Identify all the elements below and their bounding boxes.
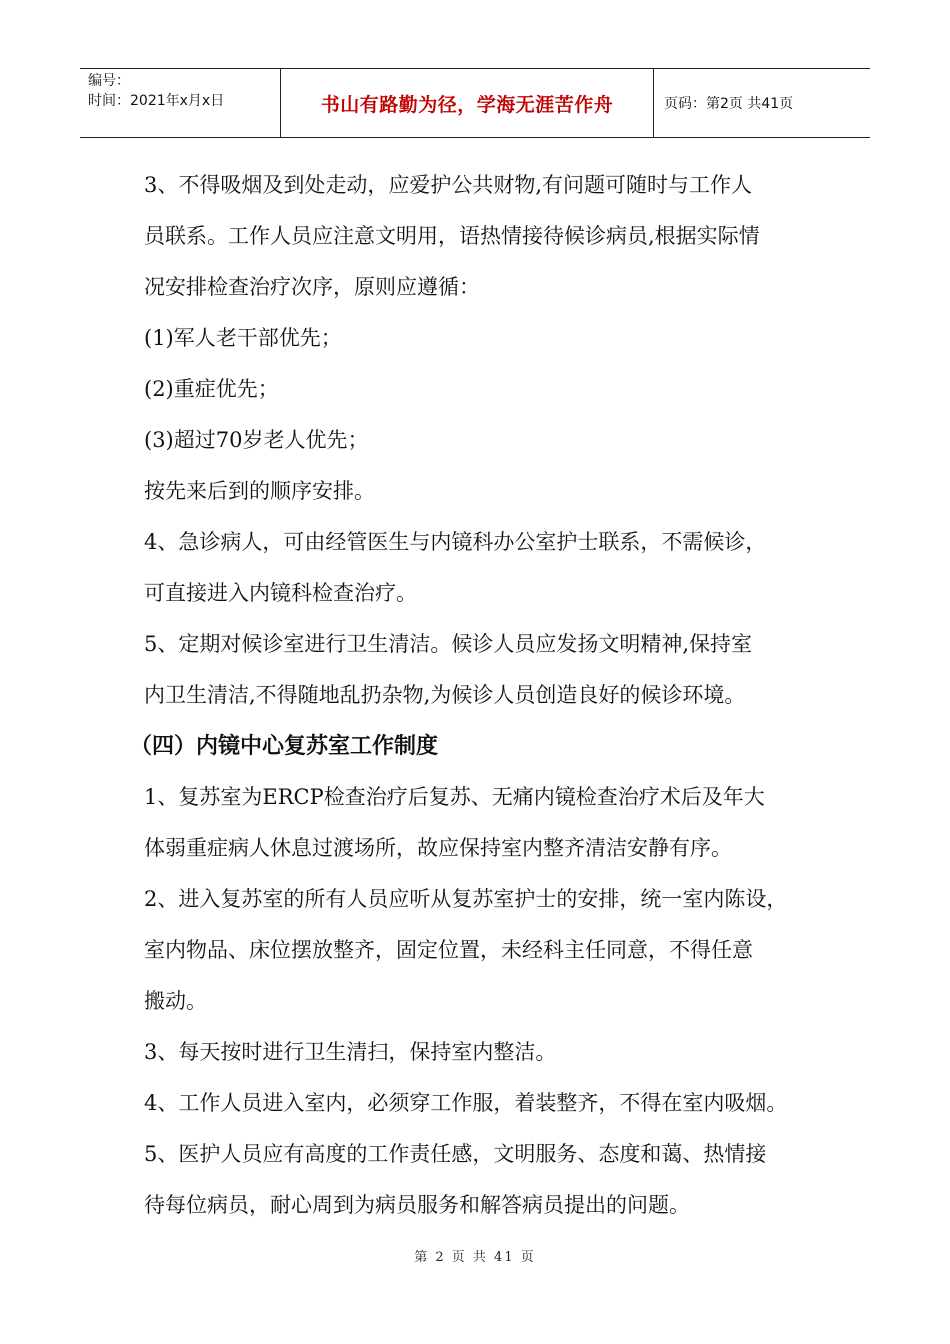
paragraph-line: 2、进入复苏室的所有人员应听从复苏室护士的安排，统一室内陈设， [144,887,788,911]
number-label: 编号： [88,73,130,89]
header-motto: 书山有路勤为径，学海无涯苦作舟 [281,69,654,137]
paragraph-line: 3、不得吸烟及到处走动，应爱护公共财物,有问题可随时与工作人 [144,173,753,197]
document-header [80,68,870,138]
page-footer: 第 2 页 共 41 页 [414,1250,536,1265]
paragraph-line: 体弱重症病人休息过渡场所，故应保持室内整齐清洁安静有序。 [144,836,732,860]
header-meta [80,69,281,137]
paragraph-line: 员联系。工作人员应注意文明用，语热情接待候诊病员,根据实际情 [144,224,760,248]
document-body [130,160,824,1231]
paragraph-line: 5、定期对候诊室进行卫生清洁。候诊人员应发扬文明精神,保持室 [144,632,753,656]
paragraph-line: 4、急诊病人，可由经管医生与内镜科办公室护士联系，不需候诊， [144,530,767,554]
paragraph-line: (3)超过70岁老人优先； [144,428,369,452]
paragraph-line: 况安排检查治疗次序，原则应遵循： [144,275,480,299]
paragraph-line: 搬动。 [144,989,207,1013]
paragraph-line: (2)重症优先； [144,377,279,401]
paragraph-line: 可直接进入内镜科检查治疗。 [144,581,417,605]
paragraph-line: 4、工作人员进入室内，必须穿工作服，着装整齐，不得在室内吸烟。 [144,1091,788,1115]
header-page-info: 页码：第2页 共41页 [664,96,794,112]
paragraph-line: 1、复苏室为ERCP检查治疗后复苏、无痛内镜检查治疗术后及年大 [144,785,765,809]
paragraph-line: 内卫生清洁,不得随地乱扔杂物,为候诊人员创造良好的候诊环境。 [144,683,746,707]
paragraph-line: 按先来后到的顺序安排。 [144,479,375,503]
paragraph-line: 5、医护人员应有高度的工作责任感，文明服务、态度和蔼、热情接 [144,1142,767,1166]
paragraph-line: 室内物品、床位摆放整齐，固定位置，未经科主任同意，不得任意 [144,938,753,962]
time-label: 时间：2021年x月x日 [88,93,225,109]
paragraph-line: 3、每天按时进行卫生清扫，保持室内整洁。 [144,1040,557,1064]
section-heading: （四）内镜中心复苏室工作制度 [130,734,439,759]
paragraph-line: 待每位病员，耐心周到为病员服务和解答病员提出的问题。 [144,1193,690,1217]
paragraph-line: (1)军人老干部优先； [144,326,342,350]
